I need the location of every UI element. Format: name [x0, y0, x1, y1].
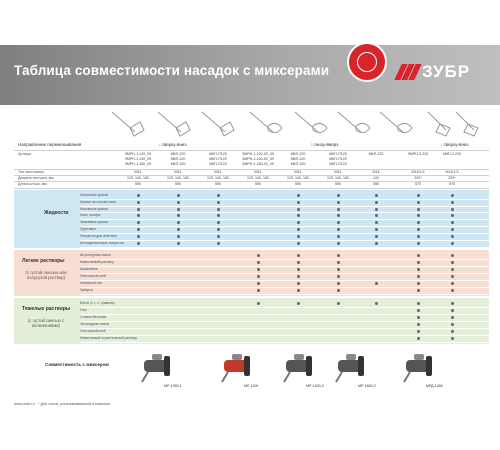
- compat-dot: [297, 228, 300, 231]
- category-subtitle: (с густой смесью с включениями): [28, 318, 64, 328]
- article-code: ЗМРН-1-120_09: [124, 152, 152, 156]
- brand-mark-icon: [396, 63, 418, 81]
- mixer-icon: [138, 350, 182, 384]
- compat-dot: [337, 201, 340, 204]
- compat-dot: [375, 208, 378, 211]
- compat-dot: [337, 268, 340, 271]
- brand-logo: [396, 61, 470, 83]
- article-cell: [198, 152, 238, 167]
- compat-dot: [417, 316, 420, 319]
- compat-dot: [451, 302, 454, 305]
- article-code: ЗМРН-1-140_09: [124, 157, 152, 161]
- compat-dot: [177, 228, 180, 231]
- diameter-cell: 120, 140, 160: [207, 176, 229, 180]
- compat-dot: [451, 228, 454, 231]
- shank-cell: M14: [174, 170, 182, 174]
- shank-cell: M14: [294, 170, 302, 174]
- footer-note: * Для гипса, устанавливаемой в миксере.: [37, 402, 111, 406]
- article-code: МКП-П120: [209, 162, 227, 166]
- length-cell: 590: [295, 182, 301, 186]
- divider: [80, 259, 489, 260]
- divider: [80, 226, 489, 227]
- category-item-label: Плиточный клей: [80, 274, 106, 279]
- length-cell: 590: [175, 182, 181, 186]
- compat-dot: [337, 194, 340, 197]
- compat-dot: [417, 330, 420, 333]
- category-item-label: Краски на основе смол: [80, 199, 117, 204]
- divider: [80, 307, 489, 308]
- article-code: МКП-П120: [329, 162, 347, 166]
- divider: [80, 280, 489, 281]
- category-item-label: Гипс: [80, 308, 88, 313]
- category-item-label: Латексные краски: [80, 193, 109, 197]
- compat-dot: [137, 235, 140, 238]
- compat-title: Совместимость с миксером: [45, 362, 109, 367]
- category-item-label: Наливной пол: [80, 281, 103, 286]
- row-label-article: Артикул: [18, 152, 32, 156]
- mixer-icon: [400, 350, 444, 384]
- diameter-cell: 120, 140, 160: [247, 176, 269, 180]
- compat-dot: [417, 221, 420, 224]
- length-cell: 590: [255, 182, 261, 186]
- divider: [80, 335, 489, 336]
- footer-site[interactable]: www.zubr.ru: [14, 402, 35, 406]
- length-cell: 590: [215, 182, 221, 186]
- category-item-label: Плиточный клей: [80, 329, 106, 334]
- compat-dot: [297, 275, 300, 278]
- category-title: Жидкости: [44, 210, 69, 216]
- category-title: Легкие растворы: [22, 258, 65, 264]
- compat-dot: [451, 208, 454, 211]
- compat-dot: [451, 316, 454, 319]
- compat-dot: [217, 228, 220, 231]
- compat-dot: [375, 282, 378, 285]
- footer: [14, 402, 111, 406]
- category-item-label: Затирка: [80, 288, 93, 293]
- compat-dot: [257, 302, 260, 305]
- compat-dot: [337, 282, 340, 285]
- compat-dot: [217, 242, 220, 245]
- compat-dot: [297, 221, 300, 224]
- compat-dot: [451, 330, 454, 333]
- divider: [80, 314, 489, 315]
- compat-dot: [417, 323, 420, 326]
- compat-dot: [297, 194, 300, 197]
- compat-dot: [177, 242, 180, 245]
- direction-updown: [310, 142, 338, 147]
- compat-dot: [257, 275, 260, 278]
- compat-dot: [137, 228, 140, 231]
- divider: [80, 294, 489, 295]
- category-item-label: Грунтовки: [80, 227, 96, 232]
- article-code: МКП-П120: [209, 157, 227, 161]
- compat-dot: [257, 261, 260, 264]
- compat-dot: [257, 268, 260, 271]
- category-item-label: Антиадгезионные покрытия: [80, 240, 124, 245]
- divider: [80, 219, 489, 220]
- shank-cell: M14: [254, 170, 262, 174]
- category-subtitle: (с густой смесью или полусухой раствор): [25, 270, 67, 280]
- article-code: МКП-П120: [209, 152, 227, 156]
- divider: [14, 188, 489, 189]
- article-cell: [278, 152, 318, 167]
- arrow-up-icon: ↑: [310, 142, 313, 147]
- article-cell: [356, 152, 396, 157]
- shank-cell: M14/1.5: [411, 170, 425, 174]
- article-code: ЗМРН-1-160-02_09: [242, 162, 274, 166]
- article-code: МКП-120: [170, 162, 186, 166]
- divider: [80, 287, 489, 288]
- category-item-label: Бетон (с т. с. гравием): [80, 301, 115, 305]
- compat-dot: [417, 201, 420, 204]
- compat-dot: [451, 221, 454, 224]
- compat-dot: [451, 235, 454, 238]
- length-cell: 570: [449, 182, 455, 186]
- diameter-cell: 120, 140, 160: [167, 176, 189, 180]
- article-code: МКП-120: [368, 152, 384, 156]
- compat-dot: [177, 235, 180, 238]
- article-code: МКП-120: [170, 157, 186, 161]
- compat-dot: [177, 201, 180, 204]
- diameter-cell: 120, 140, 160: [327, 176, 349, 180]
- compat-dot: [451, 309, 454, 312]
- compat-dot: [417, 302, 420, 305]
- mixer-icon: [332, 350, 376, 384]
- mixer-label: МР-1100: [244, 384, 259, 388]
- diameter-cell: 220*: [448, 176, 456, 180]
- category-item-label: Лаки, олифы: [80, 213, 101, 218]
- category-item-label: Покрытия для defenses: [80, 233, 117, 238]
- compat-dot: [451, 201, 454, 204]
- length-cell: 590: [135, 182, 141, 186]
- divider: [80, 240, 489, 241]
- compat-dot: [137, 194, 140, 197]
- compat-dot: [217, 208, 220, 211]
- diameter-cell: 120, 140, 160: [287, 176, 309, 180]
- compat-dot: [375, 201, 378, 204]
- row-label-shank: Тип хвостовика: [18, 170, 44, 174]
- compat-dot: [417, 194, 420, 197]
- nozzle-images: [110, 108, 485, 140]
- brand-name: ЗУБР: [422, 62, 471, 81]
- divider: [80, 212, 489, 213]
- compat-dot: [337, 208, 340, 211]
- compat-dot: [451, 282, 454, 285]
- compat-dot: [417, 282, 420, 285]
- direction-down-1: [158, 142, 187, 147]
- compat-dot: [451, 242, 454, 245]
- compat-dot: [297, 282, 300, 285]
- compat-dot: [337, 221, 340, 224]
- divider: [80, 247, 489, 248]
- category-item-label: Шпаклёвка: [80, 267, 98, 272]
- compat-dot: [451, 268, 454, 271]
- compat-dot: [375, 235, 378, 238]
- compat-dot: [337, 261, 340, 264]
- compat-dot: [177, 194, 180, 197]
- direction-updown-label: снизу-вверх: [313, 142, 339, 147]
- category-item-label: Масляные краски: [80, 206, 108, 211]
- compat-dot: [375, 242, 378, 245]
- compat-dot: [375, 221, 378, 224]
- compat-dot: [177, 221, 180, 224]
- compat-dot: [257, 282, 260, 285]
- category-item-label: Эмалевые краски: [80, 220, 108, 225]
- compat-dot: [297, 242, 300, 245]
- category-item-label: Стяжка бесшовн.: [80, 315, 108, 320]
- compat-dot: [417, 228, 420, 231]
- length-cell: 590: [373, 182, 379, 186]
- compat-dot: [337, 302, 340, 305]
- shank-cell: M14: [214, 170, 222, 174]
- compat-dot: [417, 235, 420, 238]
- compat-dot: [451, 261, 454, 264]
- page-title: Таблица совместимости насадок с миксерами: [14, 63, 330, 78]
- compat-dot: [375, 228, 378, 231]
- compat-dot: [297, 208, 300, 211]
- compat-dot: [337, 235, 340, 238]
- length-cell: 570: [415, 182, 421, 186]
- article-cell: [432, 152, 472, 157]
- nozzle-illustrations-icon: [110, 108, 485, 140]
- length-cell: 590: [335, 182, 341, 186]
- compat-dot: [217, 221, 220, 224]
- direction-label: Направление перемешивания: [18, 142, 82, 147]
- mixer-label: МР-1600-2: [358, 384, 376, 388]
- compat-dot: [337, 254, 340, 257]
- compat-dot: [417, 275, 420, 278]
- compat-dot: [451, 194, 454, 197]
- compat-dot: [417, 208, 420, 211]
- article-code: МКП-П120: [329, 157, 347, 161]
- mixer-label: МР-1050-1: [164, 384, 182, 388]
- direction-down-1-label: сверху-вниз: [161, 142, 187, 147]
- divider: [80, 321, 489, 322]
- compat-dot: [375, 194, 378, 197]
- arrow-down-icon: ↓: [440, 142, 443, 147]
- mixer-icon: [280, 350, 324, 384]
- compat-dot: [297, 302, 300, 305]
- shank-cell: M14: [134, 170, 142, 174]
- shank-cell: M14/1.5: [445, 170, 459, 174]
- compat-dot: [451, 323, 454, 326]
- compat-dot: [451, 275, 454, 278]
- compat-dot: [137, 242, 140, 245]
- compat-dot: [257, 254, 260, 257]
- compat-dot: [297, 268, 300, 271]
- compat-dot: [337, 275, 340, 278]
- compat-dot: [217, 194, 220, 197]
- compat-dot: [217, 201, 220, 204]
- row-label-length: Длина штока, мм: [18, 182, 47, 186]
- compat-dot: [417, 242, 420, 245]
- article-code: МКП-120: [170, 152, 186, 156]
- compat-dot: [337, 242, 340, 245]
- compat-dot: [417, 261, 420, 264]
- divider: [80, 328, 489, 329]
- article-cell: [158, 152, 198, 167]
- direction-down-2: [440, 142, 469, 147]
- article-code: ЗМРН-1-160_09: [124, 162, 152, 166]
- arrow-down-icon: ↓: [158, 142, 161, 147]
- category-item-label: Эпоксидная смесь: [80, 322, 110, 327]
- compat-dot: [137, 221, 140, 224]
- divider: [80, 266, 489, 267]
- compat-dot: [177, 208, 180, 211]
- article-code: МКП-2-220: [442, 152, 462, 156]
- mixer-icon: [218, 350, 262, 384]
- article-code: ЗМРН-1-120-02_09: [242, 152, 274, 156]
- divider: [14, 181, 489, 182]
- diameter-cell: 120: [373, 176, 379, 180]
- article-code: МКП-П120: [329, 152, 347, 156]
- divider: [80, 199, 489, 200]
- compat-dot: [451, 254, 454, 257]
- compat-dot: [417, 309, 420, 312]
- article-cell: [118, 152, 158, 167]
- brand-badge-icon: [347, 42, 387, 82]
- article-code: МКП-120: [290, 152, 306, 156]
- direction-down-2-label: сверху-вниз: [443, 142, 469, 147]
- article-cell: [238, 152, 278, 167]
- compat-dot: [337, 228, 340, 231]
- mixer-label: МРД-1400: [426, 384, 443, 388]
- compat-dot: [137, 201, 140, 204]
- divider: [80, 273, 489, 274]
- compat-dot: [375, 302, 378, 305]
- article-code: МКП-120: [290, 157, 306, 161]
- divider: [14, 150, 489, 151]
- compat-dot: [137, 208, 140, 211]
- divider: [80, 342, 489, 343]
- divider: [14, 175, 489, 176]
- article-cell: [318, 152, 358, 167]
- compat-dot: [297, 261, 300, 264]
- category-item-label: Известковый строительный раствор: [80, 336, 138, 341]
- category-item-label: Известковый раствор: [80, 260, 114, 265]
- divider: [14, 169, 489, 170]
- shank-cell: M14: [334, 170, 342, 174]
- compat-dot: [417, 254, 420, 257]
- compat-dot: [297, 201, 300, 204]
- shank-cell: M14: [372, 170, 380, 174]
- article-code: ЗМРН-1-140-02_09: [242, 157, 274, 161]
- mixer-label: МР-1400-2: [306, 384, 324, 388]
- diameter-cell: 220*: [414, 176, 422, 180]
- compat-dot: [297, 254, 300, 257]
- compat-dot: [217, 235, 220, 238]
- divider: [80, 206, 489, 207]
- category-title: Тяжелые растворы: [22, 306, 71, 312]
- category-item-label: Штукатурная смесь: [80, 253, 111, 257]
- divider: [80, 233, 489, 234]
- row-label-diameter: Диаметр венчика, мм: [18, 176, 54, 180]
- article-code: МКП-120: [290, 162, 306, 166]
- compat-dot: [417, 268, 420, 271]
- diameter-cell: 120, 140, 160: [127, 176, 149, 180]
- compat-dot: [297, 235, 300, 238]
- article-code: ЗМРН-2-220: [407, 152, 429, 156]
